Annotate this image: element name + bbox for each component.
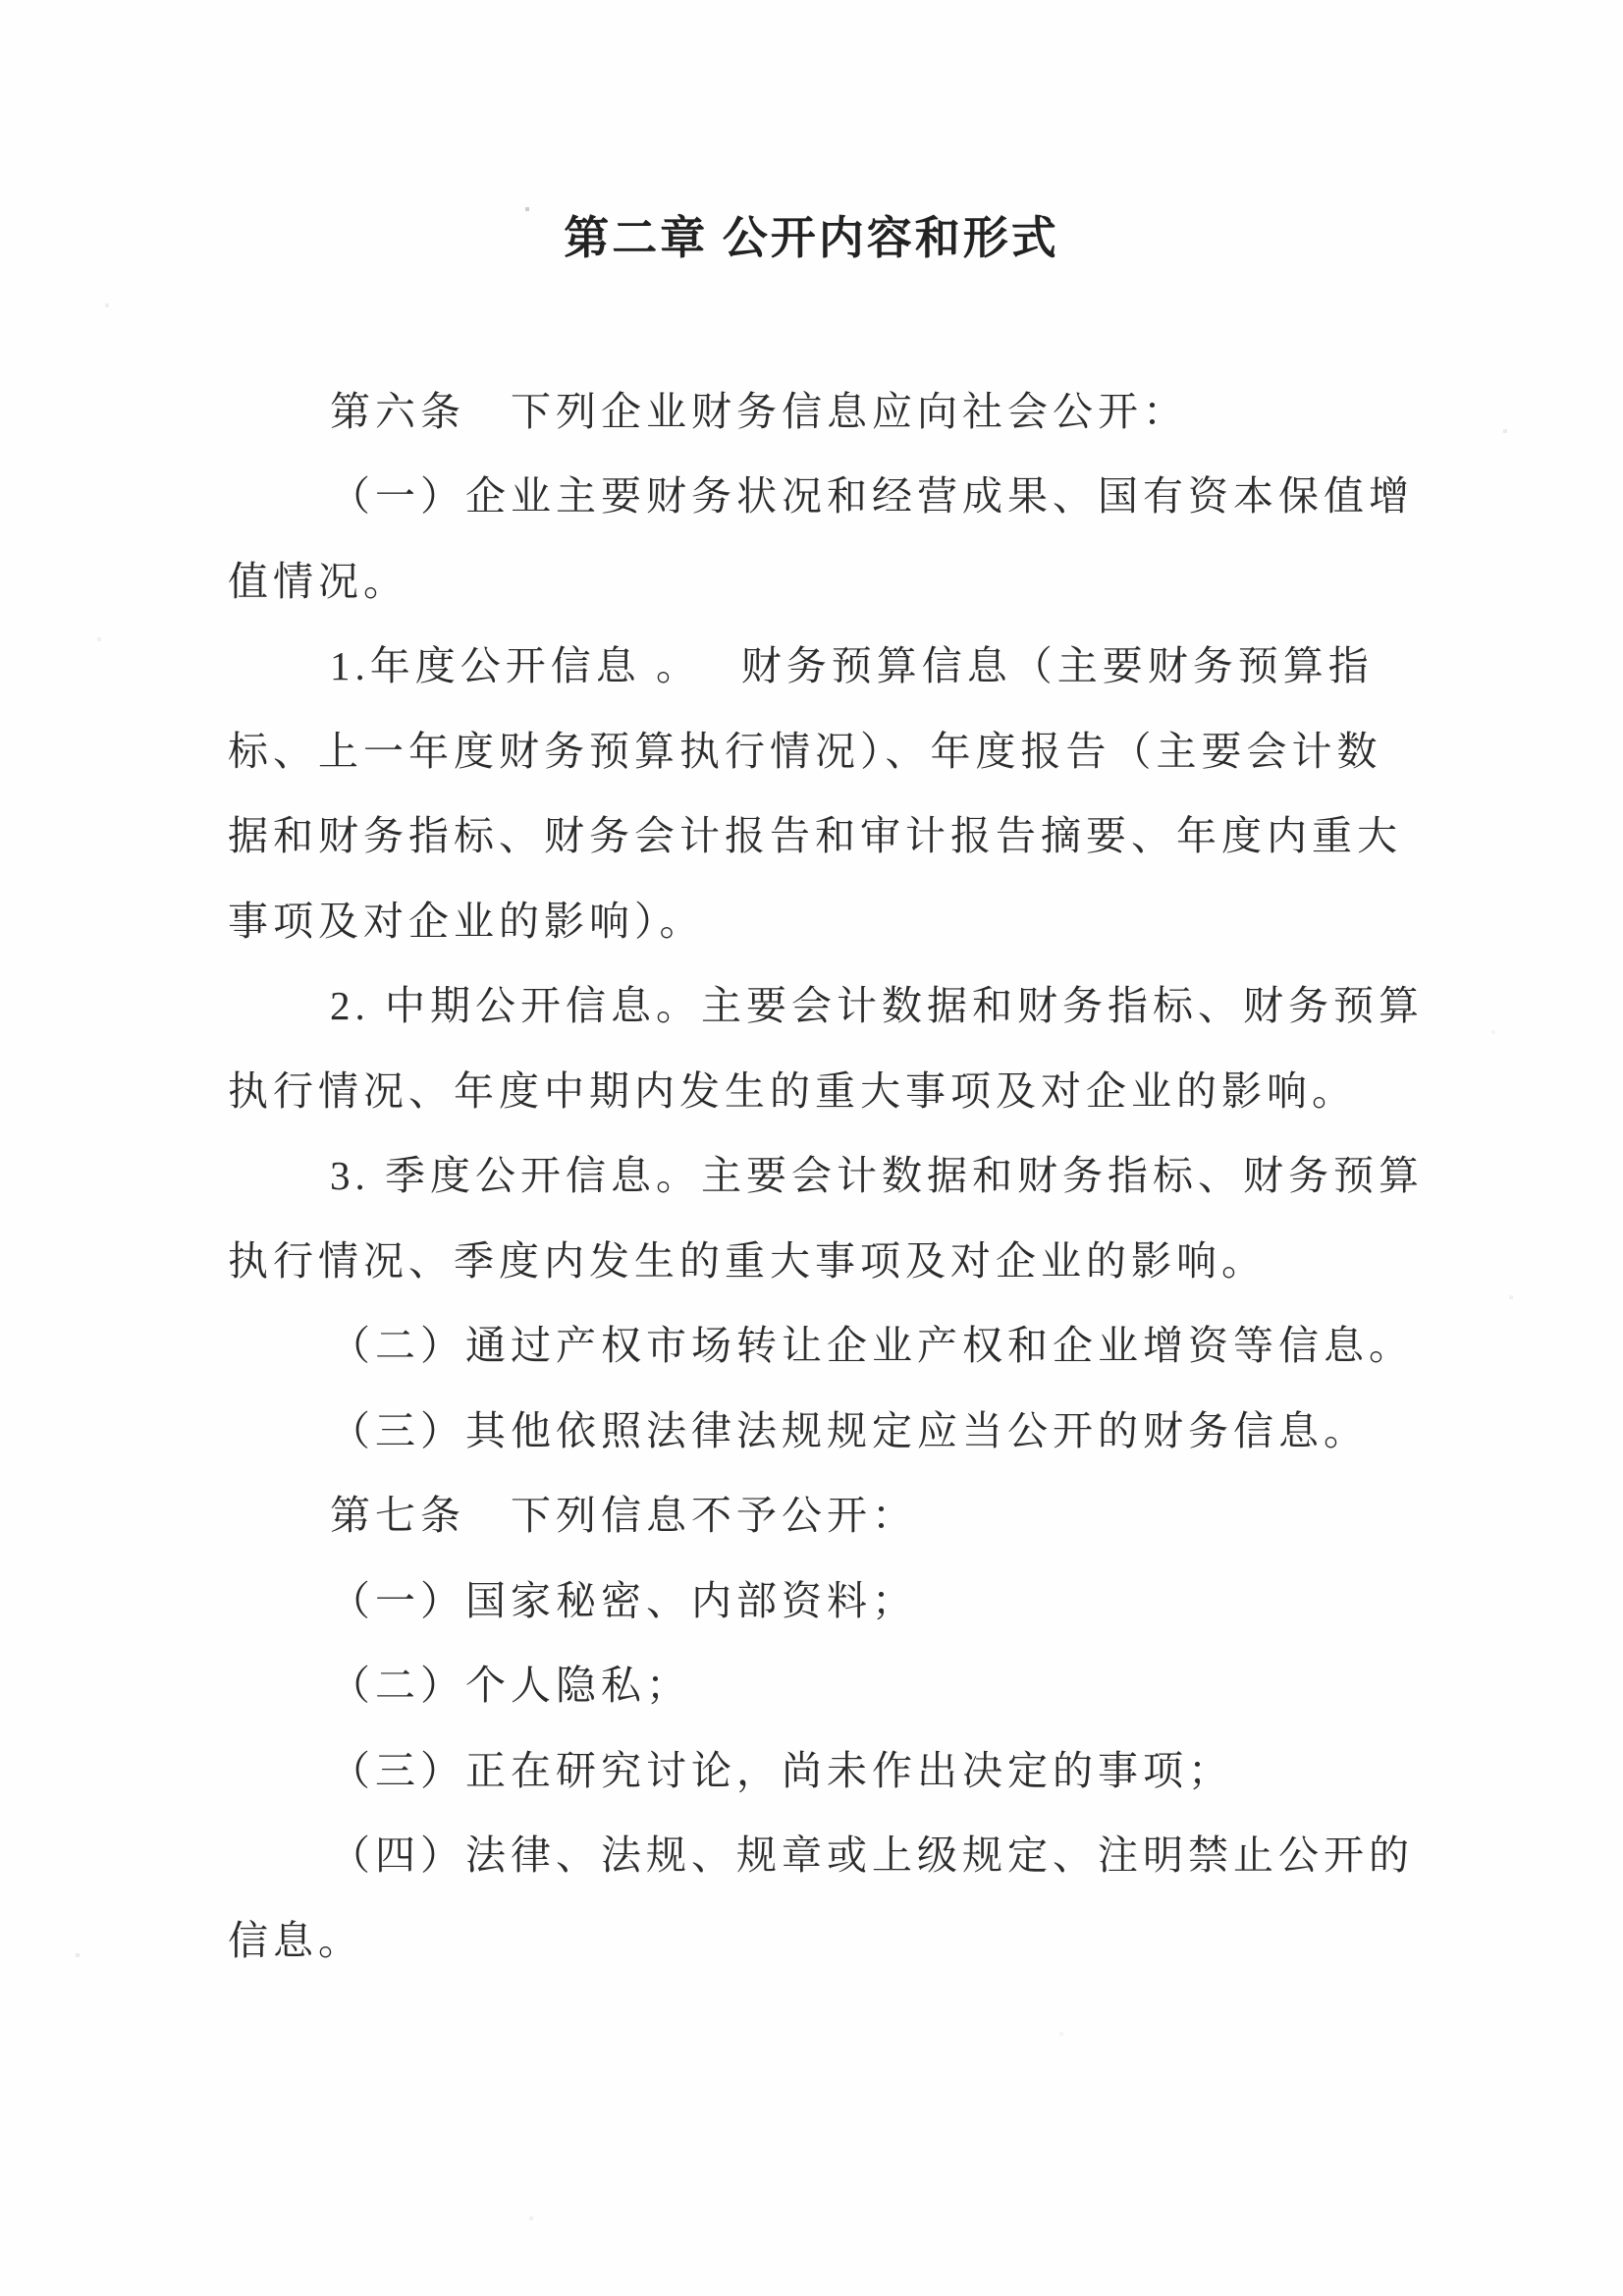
text-line: 1.年度公开信息 。 财务预算信息（主要财务预算指 (330, 643, 1374, 689)
text-line: （二）通过产权市场转让企业产权和企业增资等信息。 (330, 1323, 1414, 1369)
text-line: （二）个人隐私； (330, 1663, 691, 1709)
chapter-title: 第二章 公开内容和形式 (564, 213, 1059, 263)
text-line: 3. 季度公开信息。主要会计数据和财务指标、财务预算 (330, 1153, 1424, 1199)
text-line: （一）企业主要财务状况和经营成果、国有资本保值增 (330, 473, 1414, 519)
text-line: 标、上一年度财务预算执行情况）、年度报告（主要会计数 (228, 728, 1382, 774)
text-line: （四）法律、法规、规章或上级规定、注明禁止公开的 (330, 1832, 1414, 1879)
scan-noise (0, 0, 2, 2)
text-line: 执行情况、季度内发生的重大事项及对企业的影响。 (228, 1237, 1267, 1284)
document-body (228, 365, 1445, 1980)
text-line: 第六条 下列企业财务信息应向社会公开： (330, 388, 1188, 434)
text-line: 信息。 (228, 1917, 363, 1963)
text-line: 第七条 下列信息不予公开： (330, 1493, 917, 1539)
text-line: 事项及对企业的影响）。 (228, 898, 705, 944)
text-line: （三）其他依照法律法规规定应当公开的财务信息。 (330, 1407, 1369, 1453)
text-line: 2. 中期公开信息。主要会计数据和财务指标、财务预算 (330, 983, 1424, 1029)
text-line: 执行情况、年度中期内发生的重大事项及对企业的影响。 (228, 1067, 1357, 1114)
text-line: 值情况。 (228, 558, 408, 604)
text-line: （一）国家秘密、内部资料； (330, 1577, 917, 1623)
text-line: （三）正在研究讨论，尚未作出决定的事项； (330, 1747, 1233, 1793)
text-line: 据和财务指标、财务会计报告和审计报告摘要、年度内重大 (228, 813, 1402, 859)
